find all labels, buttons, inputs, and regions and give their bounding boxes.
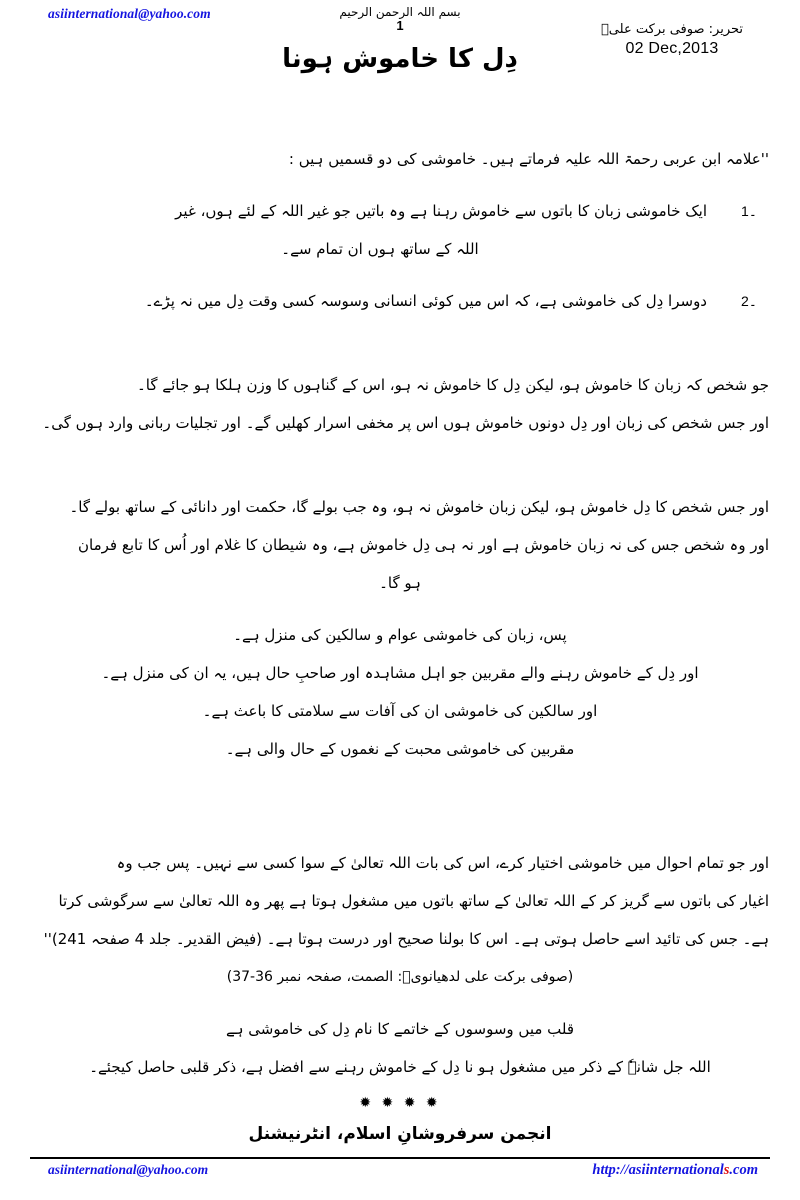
- body-line: اغیار کی باتوں سے گریز کر کے اللہ تعالیٰ کے ساتھ باتوں میں مشغول ہوتا ہے پھر وہ اللہ تعالیٰ سے سرگوشی کرتا: [58, 892, 769, 910]
- page-title: دِل کا خاموش ہونا: [282, 44, 518, 74]
- paragraph-opening: [25, 140, 775, 178]
- closing-block: [25, 1010, 775, 1086]
- body-line: اور وہ شخص جس کی نہ زبان خاموش ہے اور نہ ہی دِل خاموش ہے، وہ شیطان کا غلام اور اُس کا تابع فرمان: [78, 536, 769, 554]
- spacer: [25, 178, 775, 192]
- author-byline: تحریر: صوفی برکت علیؒ: [601, 22, 743, 37]
- spacer: [25, 996, 775, 1010]
- page-number: 1: [396, 18, 404, 33]
- list-item: [25, 192, 775, 230]
- body-line: جو شخص کہ زبان کا خاموش ہو، لیکن دِل کا خاموش نہ ہو، اس کے گناہوں کا وزن ہلکا ہو جائے گا۔: [137, 376, 769, 394]
- author-block: [582, 22, 762, 58]
- footer-website-url[interactable]: [592, 1162, 758, 1179]
- paragraph-three: [25, 488, 775, 602]
- body-line: اور جو تمام احوال میں خاموشی اختیار کرے، اس کی بات اللہ تعالیٰ کے سوا کسی سے نہیں۔ پس جب وہ: [116, 854, 769, 872]
- organization-name: انجمن سرفروشانِ اسلام، انٹرنیشنل: [248, 1124, 552, 1144]
- body-line: اور سالکین کی خاموشی ان کی آفات سے سلامتی کا باعث ہے۔: [202, 702, 598, 720]
- paragraph-four: [25, 616, 775, 768]
- publication-date: 02 Dec,2013: [625, 40, 719, 58]
- citation-text: (صوفی برکت علی لدھیانویؒ: الصمت، صفحہ نمبر 36-37): [226, 969, 574, 985]
- list-item-text: دوسرا دِل کی خاموشی ہے، کہ اس میں کوئی انسانی وسوسہ کسی وقت دِل میں نہ پڑے۔: [144, 292, 707, 310]
- list-item: [25, 282, 775, 320]
- body-line: ہے۔ جس کی تائید اسے حاصل ہوتی ہے۔ اس کا بولنا صحیح اور درست ہوتا ہے۔ (فیض القدیر۔ جلد 4 صفحہ 241)'': [43, 930, 769, 948]
- paragraph-two: [25, 366, 775, 442]
- footer-divider: [30, 1157, 770, 1159]
- body-line: اور دِل کے خاموش رہنے والے مقربین جو اہل مشاہدہ اور صاحبِ حال ہیں، یہ ان کی منزل ہے۔: [101, 664, 699, 682]
- ornament-divider-icon: ✹ ✹ ✹ ✹: [359, 1095, 441, 1111]
- spacer: [25, 268, 775, 282]
- list-item-number: 1۔: [741, 203, 757, 219]
- header-email-address[interactable]: asiinternational@yahoo.com: [48, 6, 211, 21]
- list-item-continuation: اللہ کے ساتھ ہوں ان تمام سے۔: [281, 240, 479, 258]
- spacer: [25, 320, 775, 366]
- list-item-number: 2۔: [741, 293, 757, 309]
- closing-line: قلب میں وسوسوں کے خاتمے کا نام دِل کی خاموشی ہے: [225, 1020, 575, 1038]
- footer-url-highlight: s: [723, 1162, 730, 1178]
- footer-url-prefix: http://asiinternational: [592, 1162, 724, 1178]
- spacer: [25, 442, 775, 488]
- opening-line: ''علامہ ابن عربی رحمۃ اللہ علیہ فرماتے ہیں۔ خاموشی کی دو قسمیں ہیں :: [288, 150, 769, 168]
- paragraph-five: [25, 844, 775, 958]
- document-body: [25, 140, 775, 1086]
- closing-line: اللہ جل شانہٗ کے ذکر میں مشغول ہو نا دِل کے خاموش رہنے سے افضل ہے، ذکر قلبی حاصل کیجئے۔: [89, 1058, 711, 1076]
- page-footer: [30, 1162, 770, 1186]
- body-line: مقربین کی خاموشی محبت کے نغموں کے حال والی ہے۔: [225, 740, 575, 758]
- numbered-list: [25, 192, 775, 320]
- source-citation: [25, 958, 775, 996]
- spacer: [25, 814, 775, 844]
- body-line: پس، زبان کی خاموشی عوام و سالکین کی منزل ہے۔: [233, 626, 567, 644]
- body-line: اور جس شخص کی زبان اور دِل دونوں خاموش ہوں اس پر مخفی اسرار کھلیں گے۔ اور تجلیات ربانی وارد ہوں گی۔: [42, 414, 769, 432]
- spacer: [25, 602, 775, 616]
- body-line: ہو گا۔: [379, 574, 421, 592]
- footer-email-address[interactable]: asiinternational@yahoo.com: [48, 1162, 209, 1177]
- page-header: [0, 0, 800, 110]
- body-line: اور جس شخص کا دِل خاموش ہو، لیکن زبان خاموش نہ ہو، وہ جب بولے گا، حکمت اور دانائی کے ساتھ بولے گا۔: [69, 498, 769, 516]
- spacer: [25, 768, 775, 814]
- bismillah-text: بسم اللہ الرحمن الرحیم: [339, 5, 461, 19]
- footer-url-suffix: .com: [729, 1162, 758, 1178]
- list-item-text: ایک خاموشی زبان کا باتوں سے خاموش رہنا ہے وہ باتیں جو غیر اللہ کے لئے ہوں، غیر: [175, 202, 707, 220]
